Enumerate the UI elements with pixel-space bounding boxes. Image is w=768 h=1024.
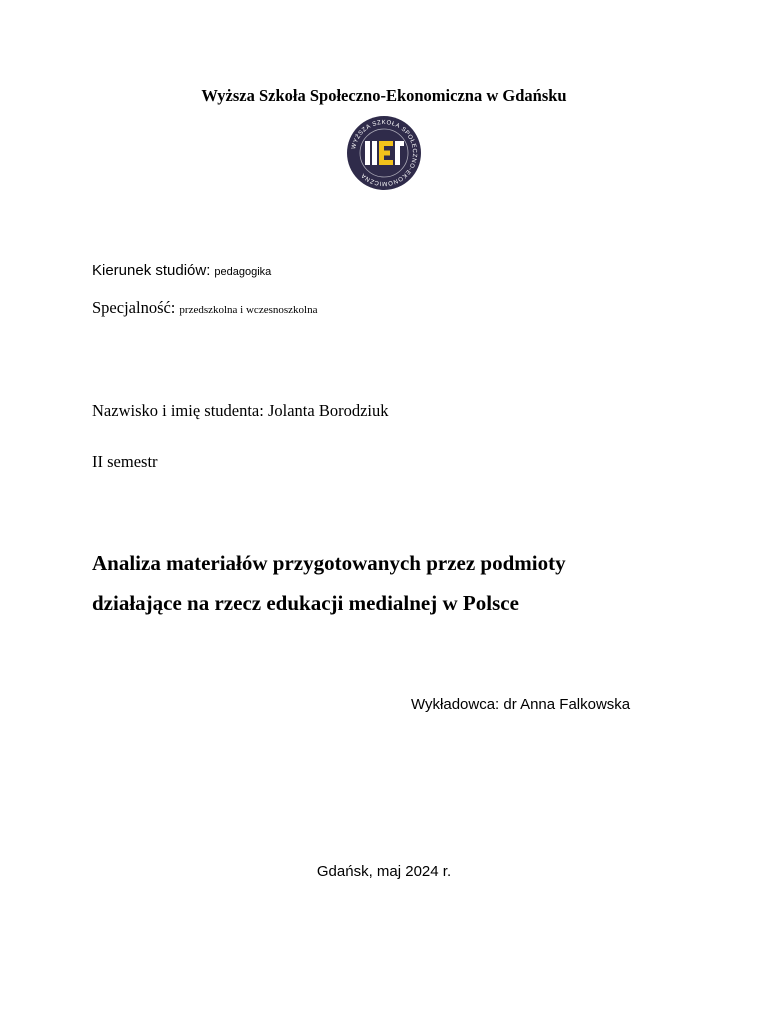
school-logo [345, 115, 423, 191]
field-kierunek [92, 262, 271, 280]
specjalnosc-label: Specjalność: [92, 298, 176, 317]
semester: II semestr [92, 452, 158, 471]
document-title [92, 543, 712, 623]
field-student [92, 401, 389, 421]
kierunek-label: Kierunek studiów: [92, 262, 211, 279]
place-date: Gdańsk, maj 2024 r. [316, 863, 452, 880]
lecturer-label: Wykładowca: [411, 696, 500, 713]
school-name: Wyższa Szkoła Społeczno-Ekonomiczna w Gdańsku [201, 86, 567, 105]
lecturer [411, 696, 630, 713]
field-specjalnosc [92, 298, 317, 318]
title-line-2: działające na rzecz edukacji medialnej w Polsce [92, 591, 519, 615]
specjalnosc-value: przedszkolna i wczesnoszkolna [179, 304, 318, 316]
student-name: Jolanta Borodziuk [267, 401, 389, 420]
title-line-1: Analiza materiałów przygotowanych przez podmioty [92, 551, 566, 575]
kierunek-value: pedagogika [214, 266, 272, 278]
lecturer-name: dr Anna Falkowska [503, 696, 631, 713]
logo-ring-text: WYŻSZA SZKOŁA SPOŁECZNO-EKONOMICZNA [351, 119, 418, 187]
student-label: Nazwisko i imię studenta: [92, 401, 264, 420]
